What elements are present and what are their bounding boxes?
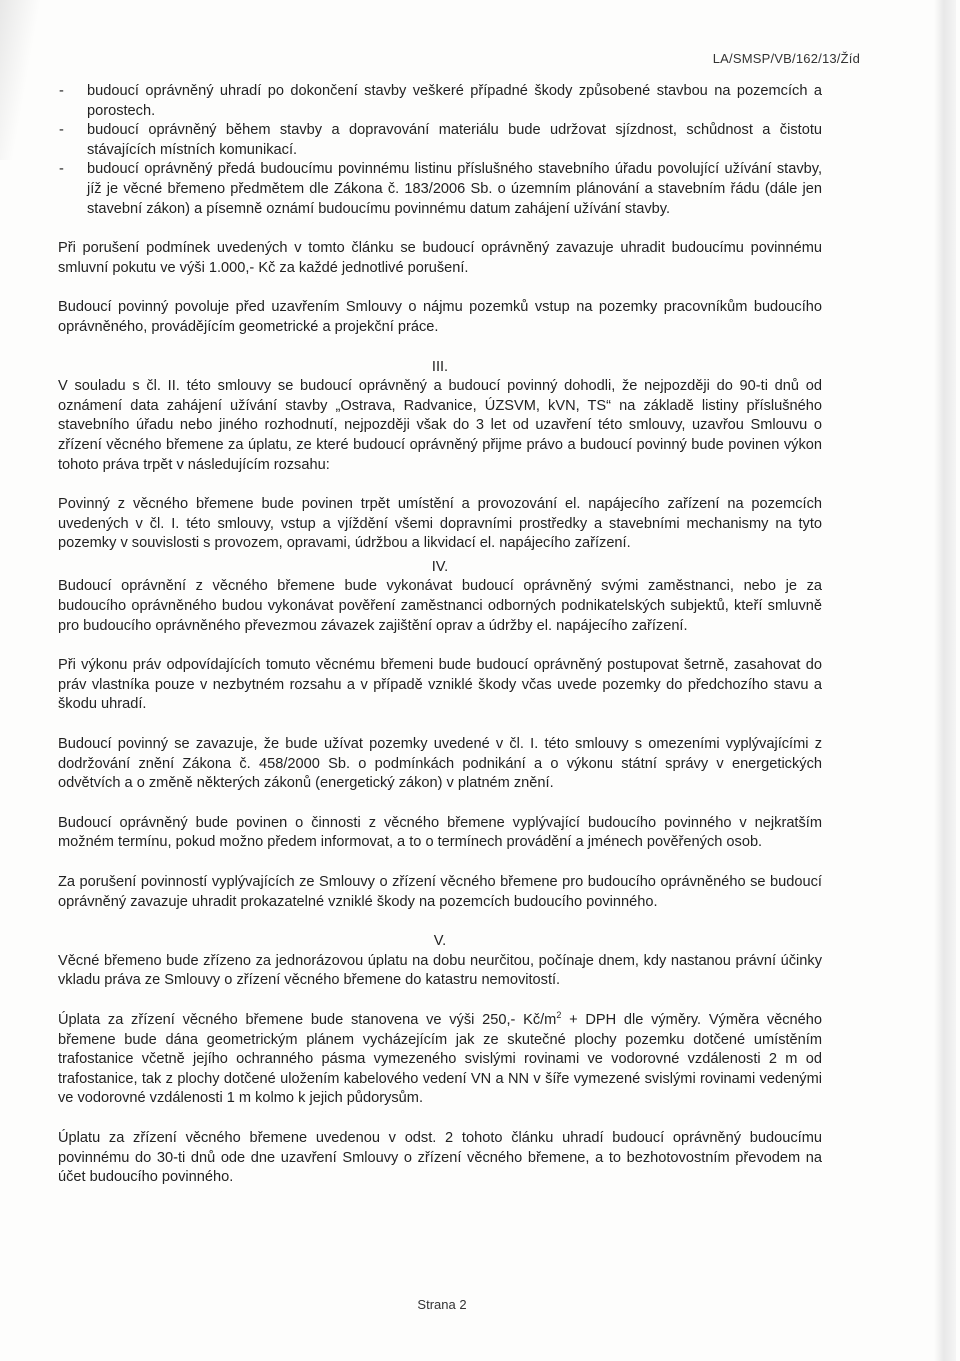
bullet-dash: - [59,122,64,139]
fee-text-start: Úplata za zřízení věcného břemene bude stanovena ve výši 250,- Kč/m [58,1011,557,1028]
scan-shadow-left [0,0,40,160]
paragraph-care: Při výkonu práv odpovídajících tomuto věcnému břemeni bude budoucí oprávněný postupovat šetrně, zasahovat do práv vlastníka pouze v nezbytném rozsahu a v případě vzniklé škody včas uvede pozemky do předchozího stavu a škodu uhradí. [58,657,822,713]
paragraph-penalty: Při porušení podmínek uvedených v tomto článku se budoucí oprávněný zavazuje uhradit budoucímu povinnému smluvní pokutu ve výši 1.000,- Kč za každé jednotlivé porušení. [58,240,822,276]
paragraph-fee [58,1011,822,1109]
article-heading-iv: IV. [431,558,449,575]
paragraph-obligor-duties: Povinný z věcného břemene bude povinen trpět umístění a provozování el. napájecího zařízení na pozemcích uvedených v čl. I. této smlouvy, vstup a vjíždění všemi dopravními prostředky a stavebními mechanismy na tyto pozemky v souvislosti s provozem, opravami, údržbou a likvidací el. napájecího zařízení. [58,496,822,552]
paragraph-agreement: V souladu s čl. II. této smlouvy se budoucí oprávněný a budoucí povinný dohodli, že nejpozději do 90-ti dnů od oznámení data zahájení užívání stavby „Ostrava, Radvanice, ÚZSVM, kVN, TS“ na základě listiny příslušného stavebního úřadu nebo jiného rozhodnutí, nejpozději však do 3 let od uzavření této smlouvy, uzavřou Smlouvu o zřízení věcného břemene za úplatu, ze které budoucí oprávněný přijme právo a budoucí povinný bude povinen výkon tohoto práva trpět v následujícím rozsahu: [58,378,822,473]
scan-shadow-right [934,0,956,1361]
bullet-text: budoucí oprávněný během stavby a dopravování materiálu bude udržovat sjízdnost, schůdnost a čistotu stávajících místních komunikací. [87,122,822,158]
paragraph-term: Věcné břemeno bude zřízeno za jednorázovou úplatu na dobu neurčitou, počínaje dnem, kdy nastanou právní účinky vkladu práva ze Smlouvy o zřízení věcného břemene do katastru nemovitostí. [58,952,822,989]
bullet-item [58,82,822,121]
article-heading-iii: III. [431,358,449,375]
paragraph-damages: Za porušení povinností vyplývajících ze Smlouvy o zřízení věcného břemene pro budoucího oprávněného se budoucí oprávněný zavazuje uhradit prokazatelné vzniklé škody na pozemcích budoucího povinného. [58,874,822,910]
bullet-text: budoucí oprávněný uhradí po dokončení stavby veškeré případné škody způsobené stavbou na pozemcích a porostech. [87,83,822,119]
article-heading-v: V. [433,933,447,950]
fee-superscript: 2 [556,1010,562,1021]
paragraph-information: Budoucí oprávněný bude povinen o činnosti z věcného břemene vyplývající budoucího povinného v nejkratším možném termínu, pokud možno předem informovat, a to o termínech provádění a jménech pověřených osob. [58,814,822,851]
document-reference: LA/SMSP/VB/162/13/Žíd [712,51,860,66]
fee-text-end: + DPH dle výměry. Výměra věcného břemene bude dána geometrickým plánem vycházejícím jak ze skutečné plochy pozemku dotčené umístěním trafostanice včetně jejího ochranného pásma vymezeného svislými rovinami ve vodorovné vzdálenosti 2 m od trafostanice, tak z plochy dotčené uložením kabelového vedení VN a NN v šíře vymezené svislými rovinami vedenými ve vodorovné vzdálenosti 1 m kolmo k jejich půdorysům. [58,1011,823,1107]
bullet-item [58,160,822,219]
paragraph-exercise: Budoucí oprávnění z věcného břemene bude vykonávat budoucí oprávněný svými zaměstnanci, nebo je za budoucího oprávněného budou vykonávat pověření zaměstnanci odborných podnikatelských subjektů, kteří smluvně pro budoucího oprávněného převezmou závazek zajištění oprav a údržby el. napájecího zařízení. [58,578,822,634]
document-body [58,82,822,1188]
paragraph-access: Budoucí povinný povoluje před uzavřením Smlouvy o nájmu pozemků vstup na pozemky pracovníkům budoucího oprávněného, provádějícím geometrické a projekční práce. [58,299,822,335]
bullet-item [58,121,822,160]
bullet-dash: - [59,161,64,178]
bullet-dash: - [59,83,64,99]
paragraph-payment: Úplatu za zřízení věcného břemene uvedenou v odst. 2 tohoto článku uhradí budoucí oprávněný budoucímu povinnému do 30-ti dnů ode dne uzavření Smlouvy o zřízení věcného břemene, a to bezhotovostním převodem na účet budoucího povinného. [58,1129,822,1186]
page-number: Strana 2 [417,1297,467,1312]
bullet-text: budoucí oprávněný předá budoucímu povinnému listinu příslušného stavebního úřadu povolující užívání stavby, jíž je věcné břemeno předmětem dle Zákona č. 183/2006 Sb. o územním plánování a stavebním řádu (dále jen stavební zákon) a písemně oznámí budoucímu povinnému datum zahájení užívání stavby. [87,161,822,217]
paragraph-restrictions: Budoucí povinný se zavazuje, že bude užívat pozemky uvedené v čl. I. této smlouvy s omezeními vyplývajícími z dodržování znění Zákona č. 458/2000 Sb. o podmínkách podnikání a o výkonu státní správy v energetických odvětvích a o změně některých zákonů (energetický zákon) v platném znění. [58,736,822,792]
